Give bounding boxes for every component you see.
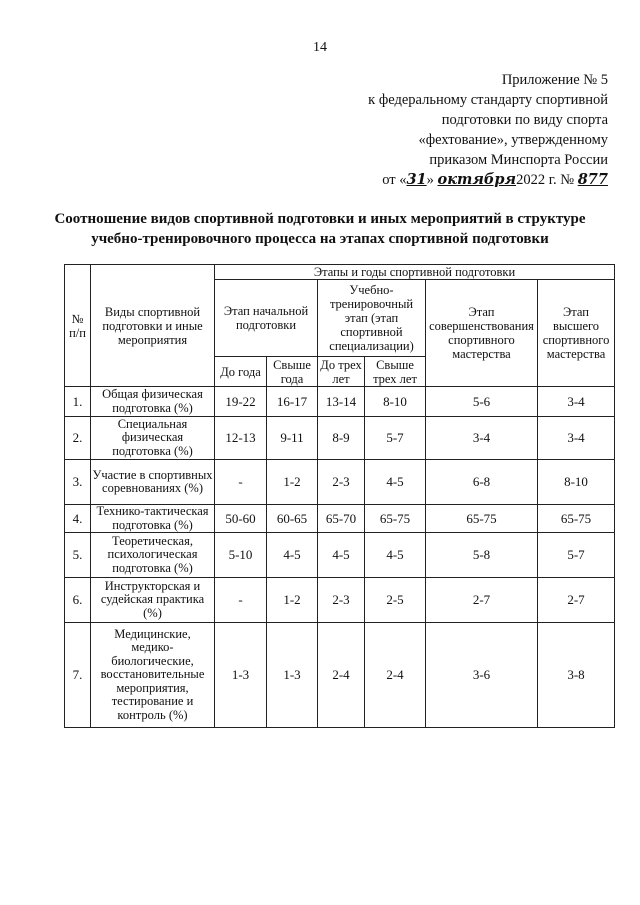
header-num: № п/п: [65, 265, 91, 387]
value-up-to-year: 12-13: [215, 417, 267, 460]
row-number: 6.: [65, 578, 91, 623]
value-improvement: 2-7: [426, 578, 538, 623]
value-up-to-year: 1-3: [215, 623, 267, 728]
value-over-three: 2-5: [365, 578, 426, 623]
row-kind: Технико-тактическая подготовка (%): [91, 505, 215, 533]
handwritten-number: 877: [577, 171, 608, 188]
header-over-year: Свыше года: [267, 357, 318, 387]
value-improvement: 5-8: [426, 533, 538, 578]
value-over-year: 9-11: [267, 417, 318, 460]
value-improvement: 65-75: [426, 505, 538, 533]
value-higher: 3-4: [538, 387, 615, 417]
row-kind: Участие в спортивных соревнованиях (%): [91, 460, 215, 505]
value-over-three: 4-5: [365, 460, 426, 505]
table-row: [65, 460, 615, 505]
appendix-line-4: «фехтование», утвержденному: [418, 132, 608, 148]
value-over-year: 60-65: [267, 505, 318, 533]
value-improvement: 3-4: [426, 417, 538, 460]
table-row: [65, 578, 615, 623]
date-prefix: от «: [382, 172, 407, 188]
row-kind: Медицинские, медико-биологические, восстановительные мероприятия, тестирование и контроль (%): [91, 623, 215, 728]
row-number: 5.: [65, 533, 91, 578]
value-higher: 65-75: [538, 505, 615, 533]
value-higher: 2-7: [538, 578, 615, 623]
table-row: [65, 505, 615, 533]
row-kind: Специальная физическая подготовка (%): [91, 417, 215, 460]
value-up-to-year: 19-22: [215, 387, 267, 417]
value-over-three: 5-7: [365, 417, 426, 460]
date-mid: »: [426, 172, 434, 188]
header-up-to-three: До трех лет: [318, 357, 365, 387]
value-up-to-three: 13-14: [318, 387, 365, 417]
header-higher-stage: Этап высшего спортивного мастерства: [538, 280, 615, 387]
appendix-line-3: подготовки по виду спорта: [441, 112, 608, 128]
date-year: 2022 г. №: [516, 172, 575, 188]
value-improvement: 5-6: [426, 387, 538, 417]
value-over-year: 1-2: [267, 578, 318, 623]
training-ratio-table: [64, 264, 615, 728]
row-kind: Теоретическая, психологическая подготовка (%): [91, 533, 215, 578]
header-stages: Этапы и годы спортивной подготовки: [215, 265, 615, 280]
value-up-to-year: 50-60: [215, 505, 267, 533]
row-kind: Общая физическая подготовка (%): [91, 387, 215, 417]
appendix-date-line: [308, 170, 608, 190]
value-up-to-three: 2-4: [318, 623, 365, 728]
document-title: [40, 209, 600, 249]
title-line-1: Соотношение видов спортивной подготовки и иных мероприятий в структуре: [54, 211, 586, 227]
table-row: [65, 387, 615, 417]
appendix-line-1: Приложение № 5: [501, 72, 608, 88]
value-over-three: 65-75: [365, 505, 426, 533]
header-up-to-year: До года: [215, 357, 267, 387]
table-row: [65, 417, 615, 460]
value-over-three: 8-10: [365, 387, 426, 417]
value-over-year: 1-2: [267, 460, 318, 505]
value-improvement: 3-6: [426, 623, 538, 728]
row-number: 7.: [65, 623, 91, 728]
row-number: 3.: [65, 460, 91, 505]
value-higher: 5-7: [538, 533, 615, 578]
value-up-to-year: -: [215, 460, 267, 505]
value-improvement: 6-8: [426, 460, 538, 505]
row-kind: Инструкторская и судейская практика (%): [91, 578, 215, 623]
value-higher: 3-4: [538, 417, 615, 460]
row-number: 1.: [65, 387, 91, 417]
value-higher: 3-8: [538, 623, 615, 728]
handwritten-day: 31: [406, 171, 427, 188]
table-row: [65, 623, 615, 728]
appendix-line-5: приказом Минспорта России: [429, 152, 608, 168]
appendix-block: [308, 70, 608, 190]
value-up-to-year: 5-10: [215, 533, 267, 578]
title-line-2: учебно-тренировочного процесса на этапах спортивной подготовки: [91, 231, 549, 247]
value-up-to-three: 2-3: [318, 578, 365, 623]
value-over-year: 1-3: [267, 623, 318, 728]
header-training-stage: Учебно-тренировочный этап (этап спортивной специализации): [318, 280, 426, 357]
header-over-three: Свыше трех лет: [365, 357, 426, 387]
value-over-three: 2-4: [365, 623, 426, 728]
header-initial-stage: Этап начальной подготовки: [215, 280, 318, 357]
value-over-year: 16-17: [267, 387, 318, 417]
value-up-to-three: 4-5: [318, 533, 365, 578]
header-kinds: Виды спортивной подготовки и иные мероприятия: [91, 265, 215, 387]
row-number: 2.: [65, 417, 91, 460]
value-over-year: 4-5: [267, 533, 318, 578]
value-over-three: 4-5: [365, 533, 426, 578]
row-number: 4.: [65, 505, 91, 533]
handwritten-month: октября: [437, 171, 517, 188]
value-up-to-three: 2-3: [318, 460, 365, 505]
page-number: 14: [313, 40, 327, 55]
header-improvement-stage: Этап совершенствования спортивного мастерства: [426, 280, 538, 387]
value-higher: 8-10: [538, 460, 615, 505]
appendix-line-2: к федеральному стандарту спортивной: [368, 92, 608, 108]
value-up-to-three: 8-9: [318, 417, 365, 460]
value-up-to-year: -: [215, 578, 267, 623]
table-row: [65, 533, 615, 578]
value-up-to-three: 65-70: [318, 505, 365, 533]
